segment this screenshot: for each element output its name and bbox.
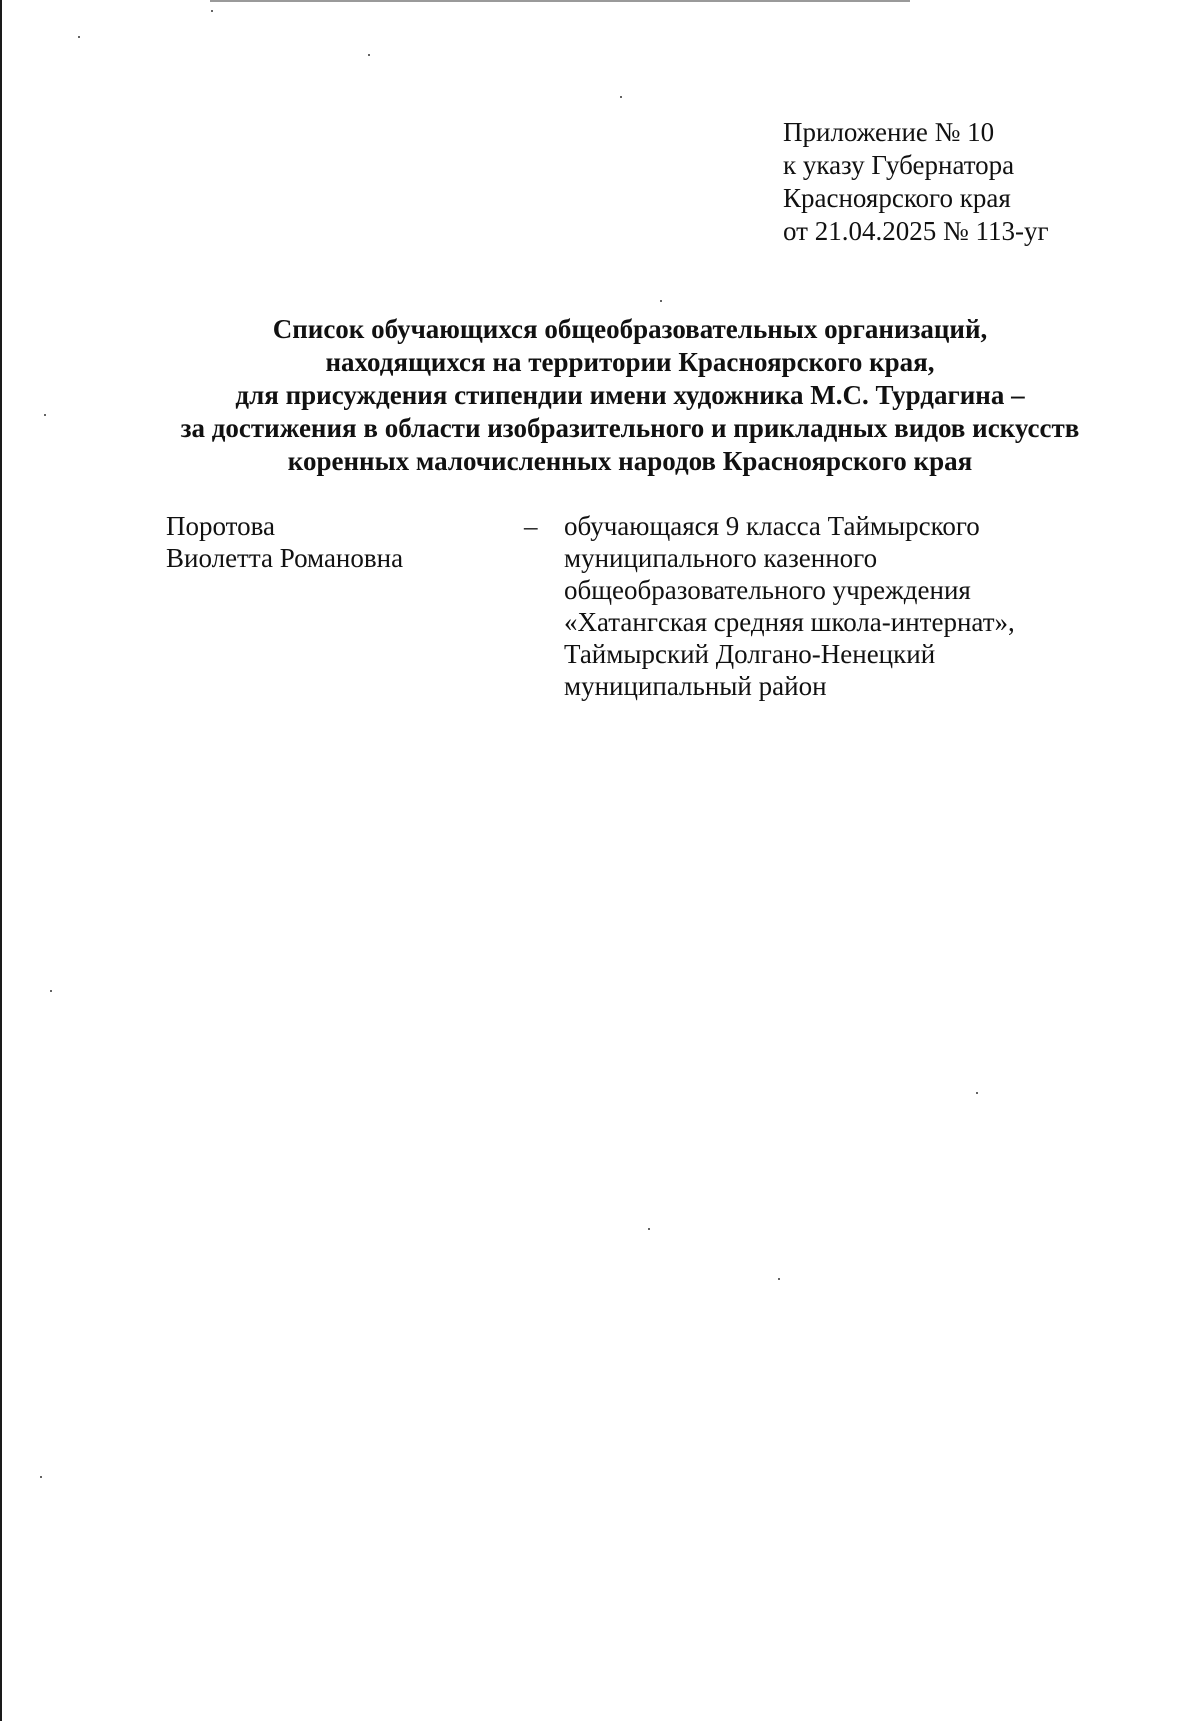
student-surname: Поротова (166, 511, 275, 541)
scan-speck (620, 96, 622, 98)
description-line: Таймырский Долгано-Ненецкий (564, 639, 936, 669)
title-line: за достижения в области изобразительного и прикладных видов искусств (180, 413, 1080, 443)
scan-frame-top-edge (210, 0, 910, 2)
scan-speck (211, 10, 213, 12)
document-title (60, 313, 1200, 478)
description-line: обучающаяся 9 класса Таймырского (564, 511, 980, 541)
scan-speck (44, 414, 46, 416)
scan-speck (976, 1092, 978, 1094)
annex-region: Красноярского края (783, 183, 1011, 213)
scan-speck (660, 300, 662, 302)
entry-dash: – (524, 511, 538, 541)
student-description (564, 510, 1084, 702)
annex-number: Приложение № 10 (783, 117, 995, 147)
scan-speck (78, 36, 80, 38)
title-line: Список обучающихся общеобразовательных организаций, (272, 314, 988, 344)
scan-frame-left-edge (0, 0, 2, 1721)
scan-speck (778, 1278, 780, 1280)
student-given-names: Виолетта Романовна (166, 543, 404, 573)
description-line: «Хатангская средняя школа-интернат», (564, 607, 1015, 637)
title-line: для присуждения стипендии имени художника М.С. Турдагина – (235, 380, 1025, 410)
annex-date-number: от 21.04.2025 № 113-уг (783, 216, 1049, 246)
annex-header (783, 116, 1049, 248)
scan-speck (50, 990, 52, 992)
description-line: муниципальный район (564, 671, 827, 701)
scan-speck (40, 1476, 42, 1478)
scan-speck (648, 1228, 650, 1230)
description-line: общеобразовательного учреждения (564, 575, 971, 605)
annex-decree-reference: к указу Губернатора (783, 150, 1015, 180)
description-line: муниципального казенного (564, 543, 878, 573)
scan-speck (368, 54, 370, 56)
title-line: находящихся на территории Красноярского края, (325, 347, 935, 377)
student-name (166, 510, 496, 574)
title-line: коренных малочисленных народов Красноярского края (287, 446, 973, 476)
